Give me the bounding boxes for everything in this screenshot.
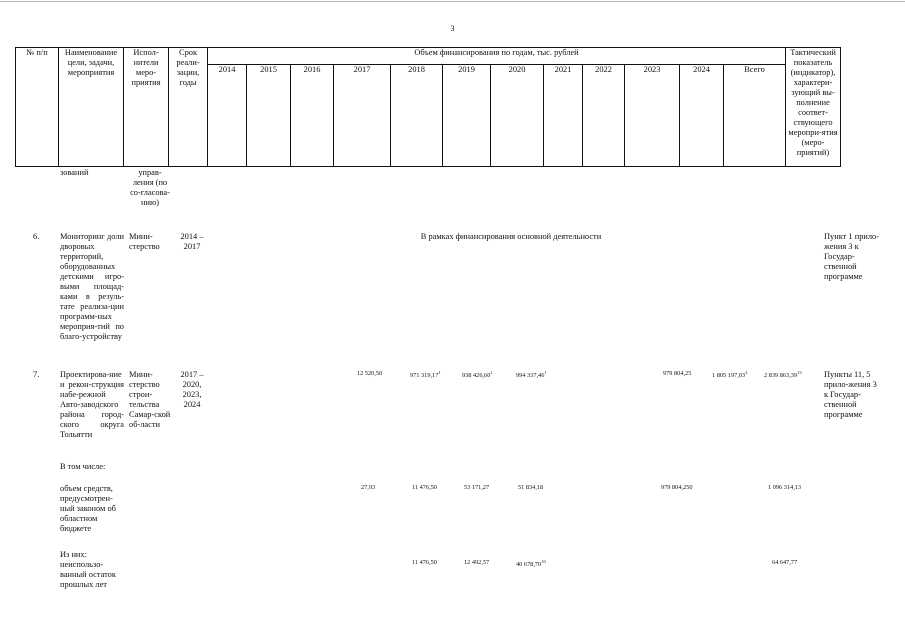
row6-name: Мониторинг доли дворовых территорий, оборудованных детскими игро-выми площад-ками в резуль-тате реализа-ции программ-ных мероприя-тий по благо-устройству: [60, 232, 124, 341]
unused-name: Из них: неиспользо-ванный остаток прошлых лет: [60, 550, 116, 589]
header-year: 2018: [391, 65, 443, 167]
header-year: 2024: [680, 65, 724, 167]
row6-no: 6.: [33, 232, 40, 241]
obl-2023: 979 804,250: [661, 484, 693, 491]
row7-indicator: Пункты 11, 5 прило-жения 3 к Государ-ственной программе: [824, 370, 877, 419]
row7-2018: 971 319,17$^1$: [410, 370, 441, 380]
header-year: 2022: [583, 65, 625, 167]
row7-term: 2017 – 2020, 2023, 2024: [180, 370, 204, 409]
header-year: 2023: [625, 65, 680, 167]
header-funding: Объем финансирования по годам, тыс. рублей: [208, 48, 786, 65]
row7-name: Проектирова-ние и рекон-струкция набе-режной Авто-заводского района город-ского округа Тольятти: [60, 370, 124, 439]
row7-executor: Мини-стерство строи-тельства Самар-ской об-ласти: [129, 370, 171, 429]
top-rule: [0, 1, 905, 2]
row7-2017: 12 520,50: [357, 370, 383, 377]
header-executor: Испол-нители меро-приятия: [124, 48, 169, 167]
unused-2018: 11 476,50: [412, 559, 437, 566]
obl-total: 1 096 314,13: [768, 484, 802, 491]
page-number: 3: [450, 24, 455, 33]
header-year: 2017: [334, 65, 391, 167]
row6-indicator: Пункт 1 прило-жения 3 к Государ-ственной программе: [824, 232, 880, 281]
header-year: 2016: [291, 65, 334, 167]
header-name: Наименование цели, задачи, мероприятия: [59, 48, 124, 167]
obl-2017: 27,93: [361, 484, 376, 491]
header-year: 2015: [247, 65, 291, 167]
obl-2019: 53 171,27: [464, 484, 490, 491]
row6-executor: Мини-стерство: [129, 232, 160, 251]
header-year: 2020: [491, 65, 544, 167]
header-year: 2014: [208, 65, 247, 167]
header-year: 2019: [443, 65, 491, 167]
cont-executor: управ-ления (по со-гласова-нию): [130, 168, 170, 207]
row7-no: 7.: [33, 370, 40, 379]
obl-2018: 11 476,50: [412, 484, 437, 491]
header-indicator: Тактический показатель (индикатор), характери-зующий вы-полнение соответ-ствующего меропри-ятия (меро-приятий): [786, 48, 841, 167]
row7-total: 2 839 863,39$^{13}$: [764, 370, 802, 380]
header-total: Всего: [724, 65, 786, 167]
row7-2023: 979 804,25: [663, 370, 692, 377]
header-table: [15, 47, 841, 167]
obl-2020: 51 834,18: [518, 484, 544, 491]
row7-2019: 938 426,60$^1$: [462, 370, 493, 380]
unused-2020: 40 678,70$^{10}$: [516, 559, 546, 569]
header-year: 2021: [544, 65, 583, 167]
header-no: № п/п: [16, 48, 59, 167]
row6-term: 2014 – 2017: [180, 232, 204, 251]
row6-note: В рамках финансирования основной деятельности: [420, 232, 602, 241]
cont-name: зований: [60, 168, 89, 177]
row7-2020: 994 337,46$^1$: [516, 370, 547, 380]
unused-total: 64 647,77: [772, 559, 798, 566]
obl-name: объем средств, предусмотрен-ный законом об областном бюджете: [60, 484, 116, 533]
header-term: Срок реали-зации, годы: [169, 48, 208, 167]
incl-label: В том числе:: [60, 462, 106, 471]
row7-2024: 1 805 197,03$^3$: [712, 370, 748, 380]
unused-2019: 12 492,57: [464, 559, 490, 566]
